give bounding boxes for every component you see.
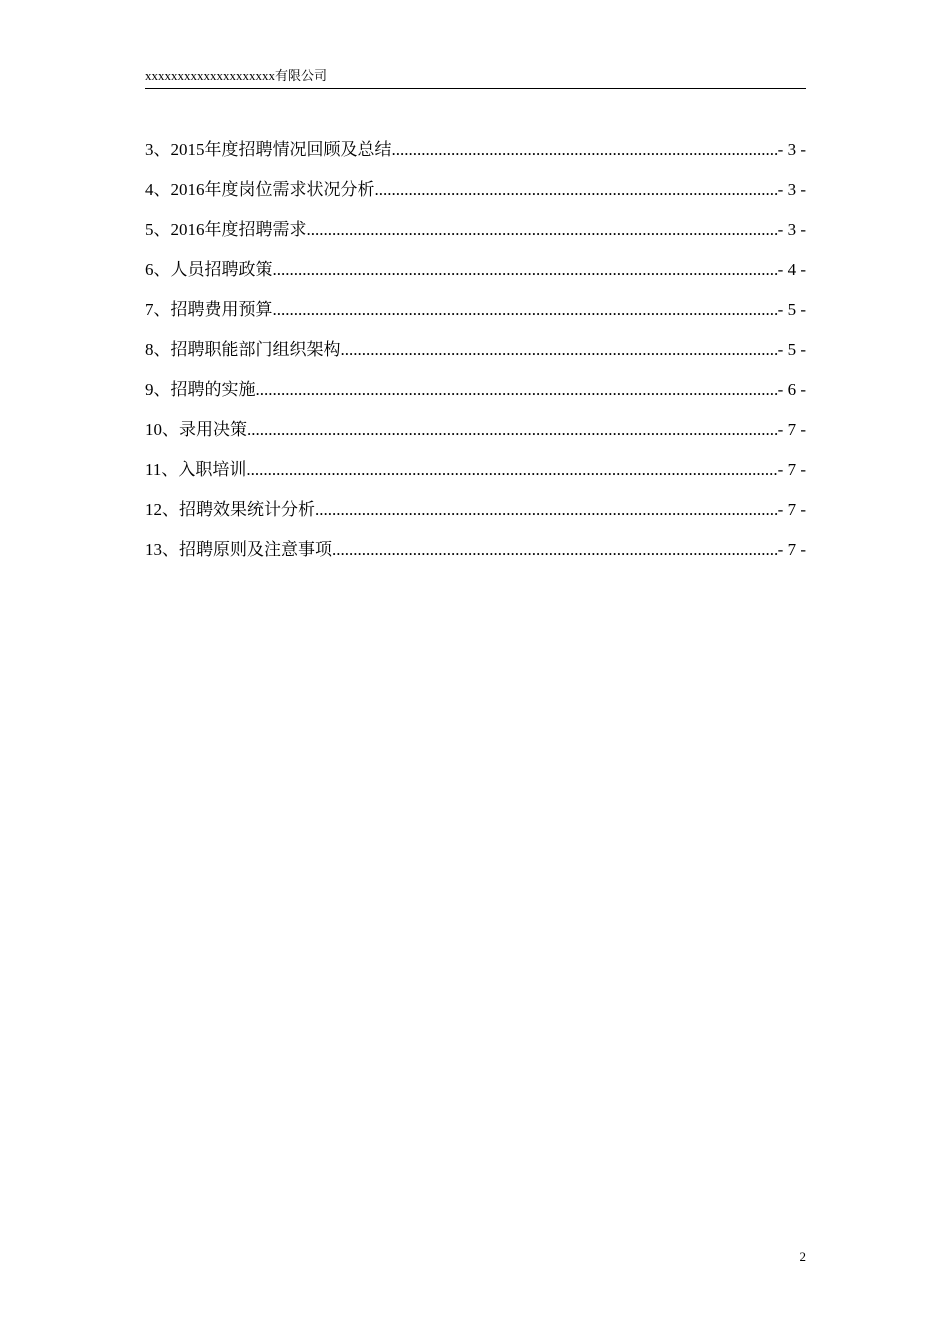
toc-entry[interactable] (145, 296, 806, 336)
toc-entry[interactable] (145, 536, 806, 576)
toc-entry[interactable] (145, 496, 806, 536)
toc-entry[interactable] (145, 336, 806, 376)
toc-dot-leader (273, 296, 778, 324)
table-of-contents (145, 136, 806, 576)
toc-dot-leader (332, 536, 778, 564)
toc-entry-title: 11、入职培训 (145, 460, 247, 479)
page-header (145, 66, 806, 89)
toc-entry[interactable] (145, 176, 806, 216)
toc-entry-title: 7、招聘费用预算 (145, 300, 273, 319)
toc-dot-leader (256, 376, 778, 404)
toc-entry-page: - 3 - (777, 220, 806, 239)
toc-entry-title: 8、招聘职能部门组织架构 (145, 340, 341, 359)
toc-entry-page: - 4 - (777, 260, 806, 279)
toc-entry-page: - 7 - (777, 460, 806, 479)
toc-entry[interactable] (145, 216, 806, 256)
toc-entry-page: - 7 - (777, 500, 806, 519)
toc-dot-leader (341, 336, 778, 364)
toc-entry-title: 5、2016年度招聘需求 (145, 220, 307, 239)
toc-entry-page: - 7 - (777, 540, 806, 559)
toc-entry[interactable] (145, 376, 806, 416)
toc-entry-page: - 6 - (777, 380, 806, 399)
toc-dot-leader (246, 456, 777, 484)
toc-entry-title: 9、招聘的实施 (145, 380, 256, 399)
toc-entry-title: 4、2016年度岗位需求状况分析 (145, 180, 375, 199)
toc-entry-title: 13、招聘原则及注意事项 (145, 540, 332, 559)
toc-dot-leader (247, 416, 778, 444)
toc-entry-title: 6、人员招聘政策 (145, 260, 273, 279)
toc-entry-title: 3、2015年度招聘情况回顾及总结 (145, 140, 392, 159)
toc-entry-page: - 5 - (777, 340, 806, 359)
toc-dot-leader (375, 176, 778, 204)
toc-entry-page: - 7 - (777, 420, 806, 439)
toc-entry-title: 12、招聘效果统计分析 (145, 500, 315, 519)
toc-dot-leader (273, 256, 778, 284)
toc-entry[interactable] (145, 456, 806, 496)
toc-dot-leader (315, 496, 778, 524)
toc-entry-page: - 3 - (777, 180, 806, 199)
toc-entry-page: - 5 - (777, 300, 806, 319)
toc-entry[interactable] (145, 416, 806, 456)
toc-entry-title: 10、录用决策 (145, 420, 247, 439)
toc-dot-leader (307, 216, 778, 244)
page-number: 2 (799, 1249, 806, 1264)
toc-dot-leader (392, 136, 778, 164)
toc-entry[interactable] (145, 136, 806, 176)
toc-entry[interactable] (145, 256, 806, 296)
toc-entry-page: - 3 - (777, 140, 806, 159)
header-company-name: xxxxxxxxxxxxxxxxxxxx有限公司 (145, 68, 328, 83)
